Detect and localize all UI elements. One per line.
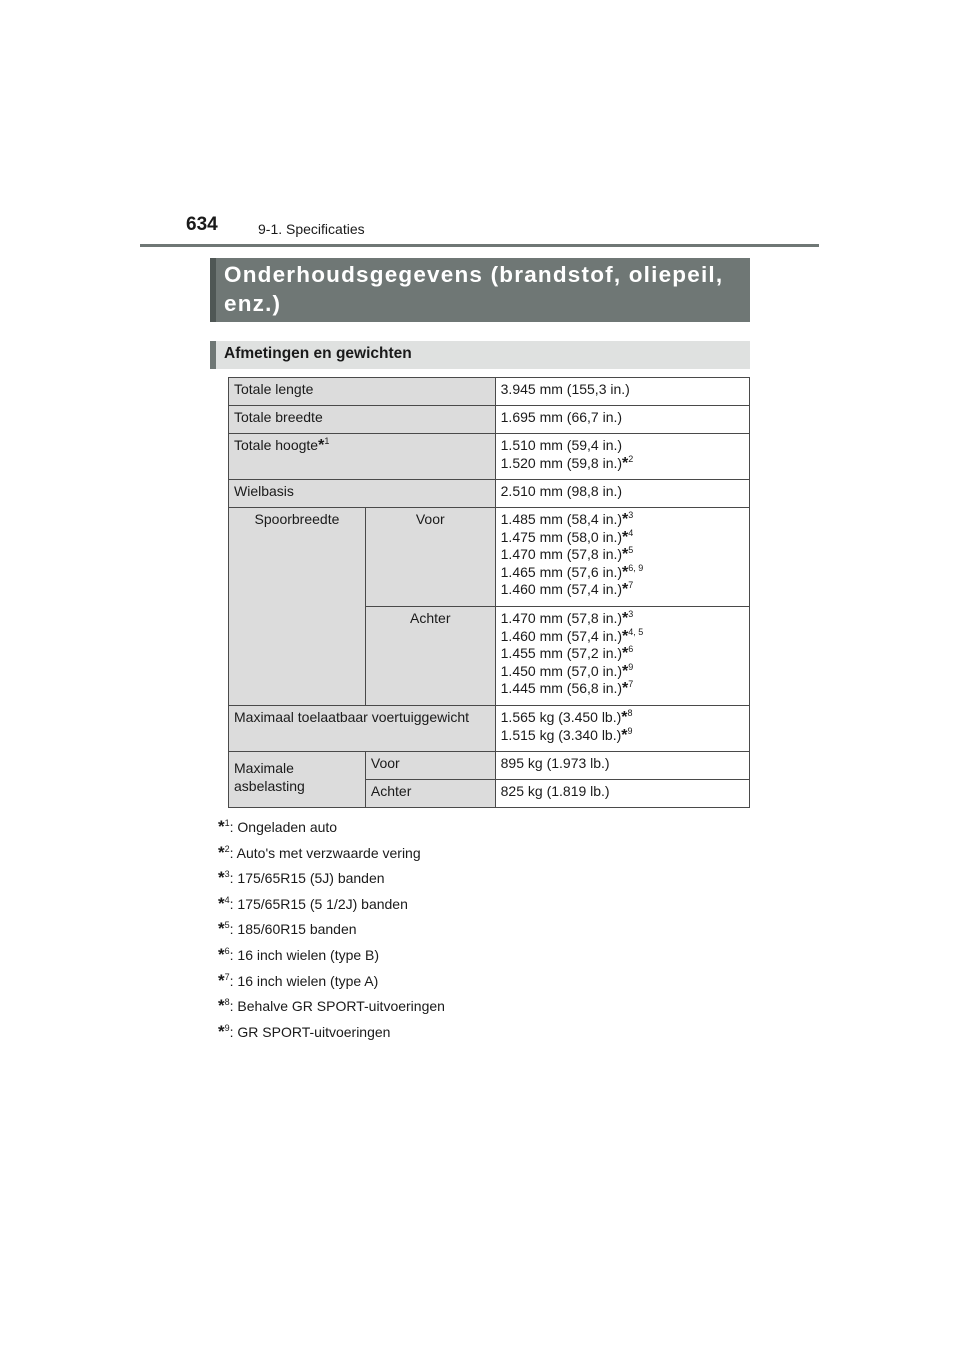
footnote-asterisk: *	[621, 726, 628, 744]
footnote-asterisk: *	[621, 709, 628, 726]
value-line: 1.445 mm (56,8 in.)*$^7$	[500, 679, 634, 697]
row-value	[495, 434, 749, 480]
value-line: 1.565 kg (3.450 lb.)*$^8$	[500, 708, 633, 726]
footnote-ref: 9	[627, 725, 633, 736]
row-label: Maximale asbelasting	[229, 752, 366, 808]
page-number: 634	[186, 214, 218, 235]
footnote-asterisk: *	[622, 454, 629, 472]
footnote-item: *$^7$: 16 inch wielen (type A)	[218, 970, 379, 990]
subsection-title-bar	[210, 341, 750, 369]
footnote-ref: 2	[628, 453, 634, 464]
table-row	[229, 406, 750, 434]
footnote-ref: 4, 5	[628, 626, 644, 637]
row-sublabel: Voor	[365, 508, 495, 607]
value-line: 1.475 mm (58,0 in.)*$^4$	[500, 527, 634, 546]
subsection-title: Afmetingen en gewichten	[224, 345, 412, 362]
section-title-bar	[210, 258, 750, 322]
row-label: Spoorbreedte	[229, 508, 366, 706]
row-label: Maximaal toelaatbaar voertuiggewicht	[229, 706, 496, 752]
row-value: 895 kg (1.973 lb.)	[495, 752, 749, 780]
footnote-ref: 6, 9	[628, 562, 644, 573]
footnote-asterisk: *	[622, 680, 629, 697]
footnote-item: *$^8$: Behalve GR SPORT-uitvoeringen	[218, 996, 445, 1016]
table-row	[229, 508, 750, 607]
row-sublabel: Achter	[365, 607, 495, 706]
value-line: 1.455 mm (57,2 in.)*$^6$	[500, 644, 634, 662]
value-line: 1.485 mm (58,4 in.)*$^3$	[500, 510, 634, 528]
row-label: Totale breedte	[229, 406, 496, 434]
footnote-item: *$^9$: GR SPORT-uitvoeringen	[218, 1021, 391, 1041]
footnote-item: *$^1$: Ongeladen auto	[218, 817, 338, 836]
row-value	[495, 706, 749, 752]
footnote-asterisk: *	[622, 662, 629, 680]
page-title: Onderhoudsgegevens (brandstof, oliepeil, enz.)	[224, 262, 724, 316]
value-line: 1.460 mm (57,4 in.)*$^7$	[500, 580, 634, 598]
footnote-ref: 4	[628, 527, 634, 538]
footnote-item: *$^2$: Auto's met verzwaarde vering	[218, 842, 421, 862]
footnote-item: *$^6$: 16 inch wielen (type B)	[218, 944, 380, 964]
row-sublabel: Voor	[365, 752, 495, 780]
footnote-ref: 3	[628, 510, 634, 520]
footnote-item: *$^3$: 175/65R15 (5J) banden	[218, 868, 385, 888]
header-divider	[140, 244, 819, 247]
footnote-ref: 7	[628, 580, 634, 590]
table-row	[229, 706, 750, 752]
table-row	[229, 378, 750, 406]
value-line: 1.450 mm (57,0 in.)*$^9$	[500, 661, 634, 680]
row-value	[495, 508, 749, 607]
table-row	[229, 480, 750, 508]
row-sublabel: Achter	[365, 780, 495, 808]
dimensions-table	[228, 377, 750, 808]
row-value: 825 kg (1.819 lb.)	[495, 780, 749, 808]
value-line: 1.520 mm (59,8 in.)*$^2$	[500, 453, 634, 472]
footnote-asterisk: *	[622, 627, 629, 645]
footnote-asterisk: *	[622, 645, 629, 662]
footnote-asterisk: *	[622, 563, 629, 581]
footnote-asterisk: *	[622, 610, 629, 627]
footnote-ref: 7	[628, 679, 634, 689]
footnote-ref: 9	[628, 661, 634, 672]
footnote-ref: 3	[628, 609, 634, 619]
row-label: Totale hoogte*$^1$	[229, 434, 496, 480]
footnote-asterisk: *	[622, 528, 629, 546]
section-label: 9-1. Specificaties	[258, 221, 365, 237]
value-line: 1.465 mm (57,6 in.)*$^{6, 9}$	[500, 562, 644, 581]
footnote-item: *$^4$: 175/65R15 (5 1/2J) banden	[218, 893, 408, 913]
value-line: 1.470 mm (57,8 in.)*$^5$	[500, 545, 634, 563]
footnote-ref: 6	[628, 644, 634, 654]
row-value	[495, 607, 749, 706]
row-label: Totale lengte	[229, 378, 496, 406]
footnote-asterisk: *	[622, 511, 629, 528]
footnote-ref: 8	[627, 708, 633, 718]
table-row	[229, 434, 750, 480]
value-line: 1.510 mm (59,4 in.)	[500, 437, 623, 453]
footnote-item: *$^5$: 185/60R15 banden	[218, 919, 357, 939]
table-row	[229, 752, 750, 780]
value-line: 1.515 kg (3.340 lb.)*$^9$	[500, 725, 633, 744]
footnote-ref: 5	[628, 545, 634, 555]
footnote-asterisk: *	[622, 546, 629, 563]
row-value: 2.510 mm (98,8 in.)	[495, 480, 749, 508]
row-label: Wielbasis	[229, 480, 496, 508]
footnotes	[218, 816, 445, 1046]
value-line: 1.470 mm (57,8 in.)*$^3$	[500, 609, 634, 627]
footnote-asterisk: *	[622, 581, 629, 598]
row-value: 3.945 mm (155,3 in.)	[495, 378, 749, 406]
value-line: 1.460 mm (57,4 in.)*$^{4, 5}$	[500, 626, 644, 645]
row-value: 1.695 mm (66,7 in.)	[495, 406, 749, 434]
